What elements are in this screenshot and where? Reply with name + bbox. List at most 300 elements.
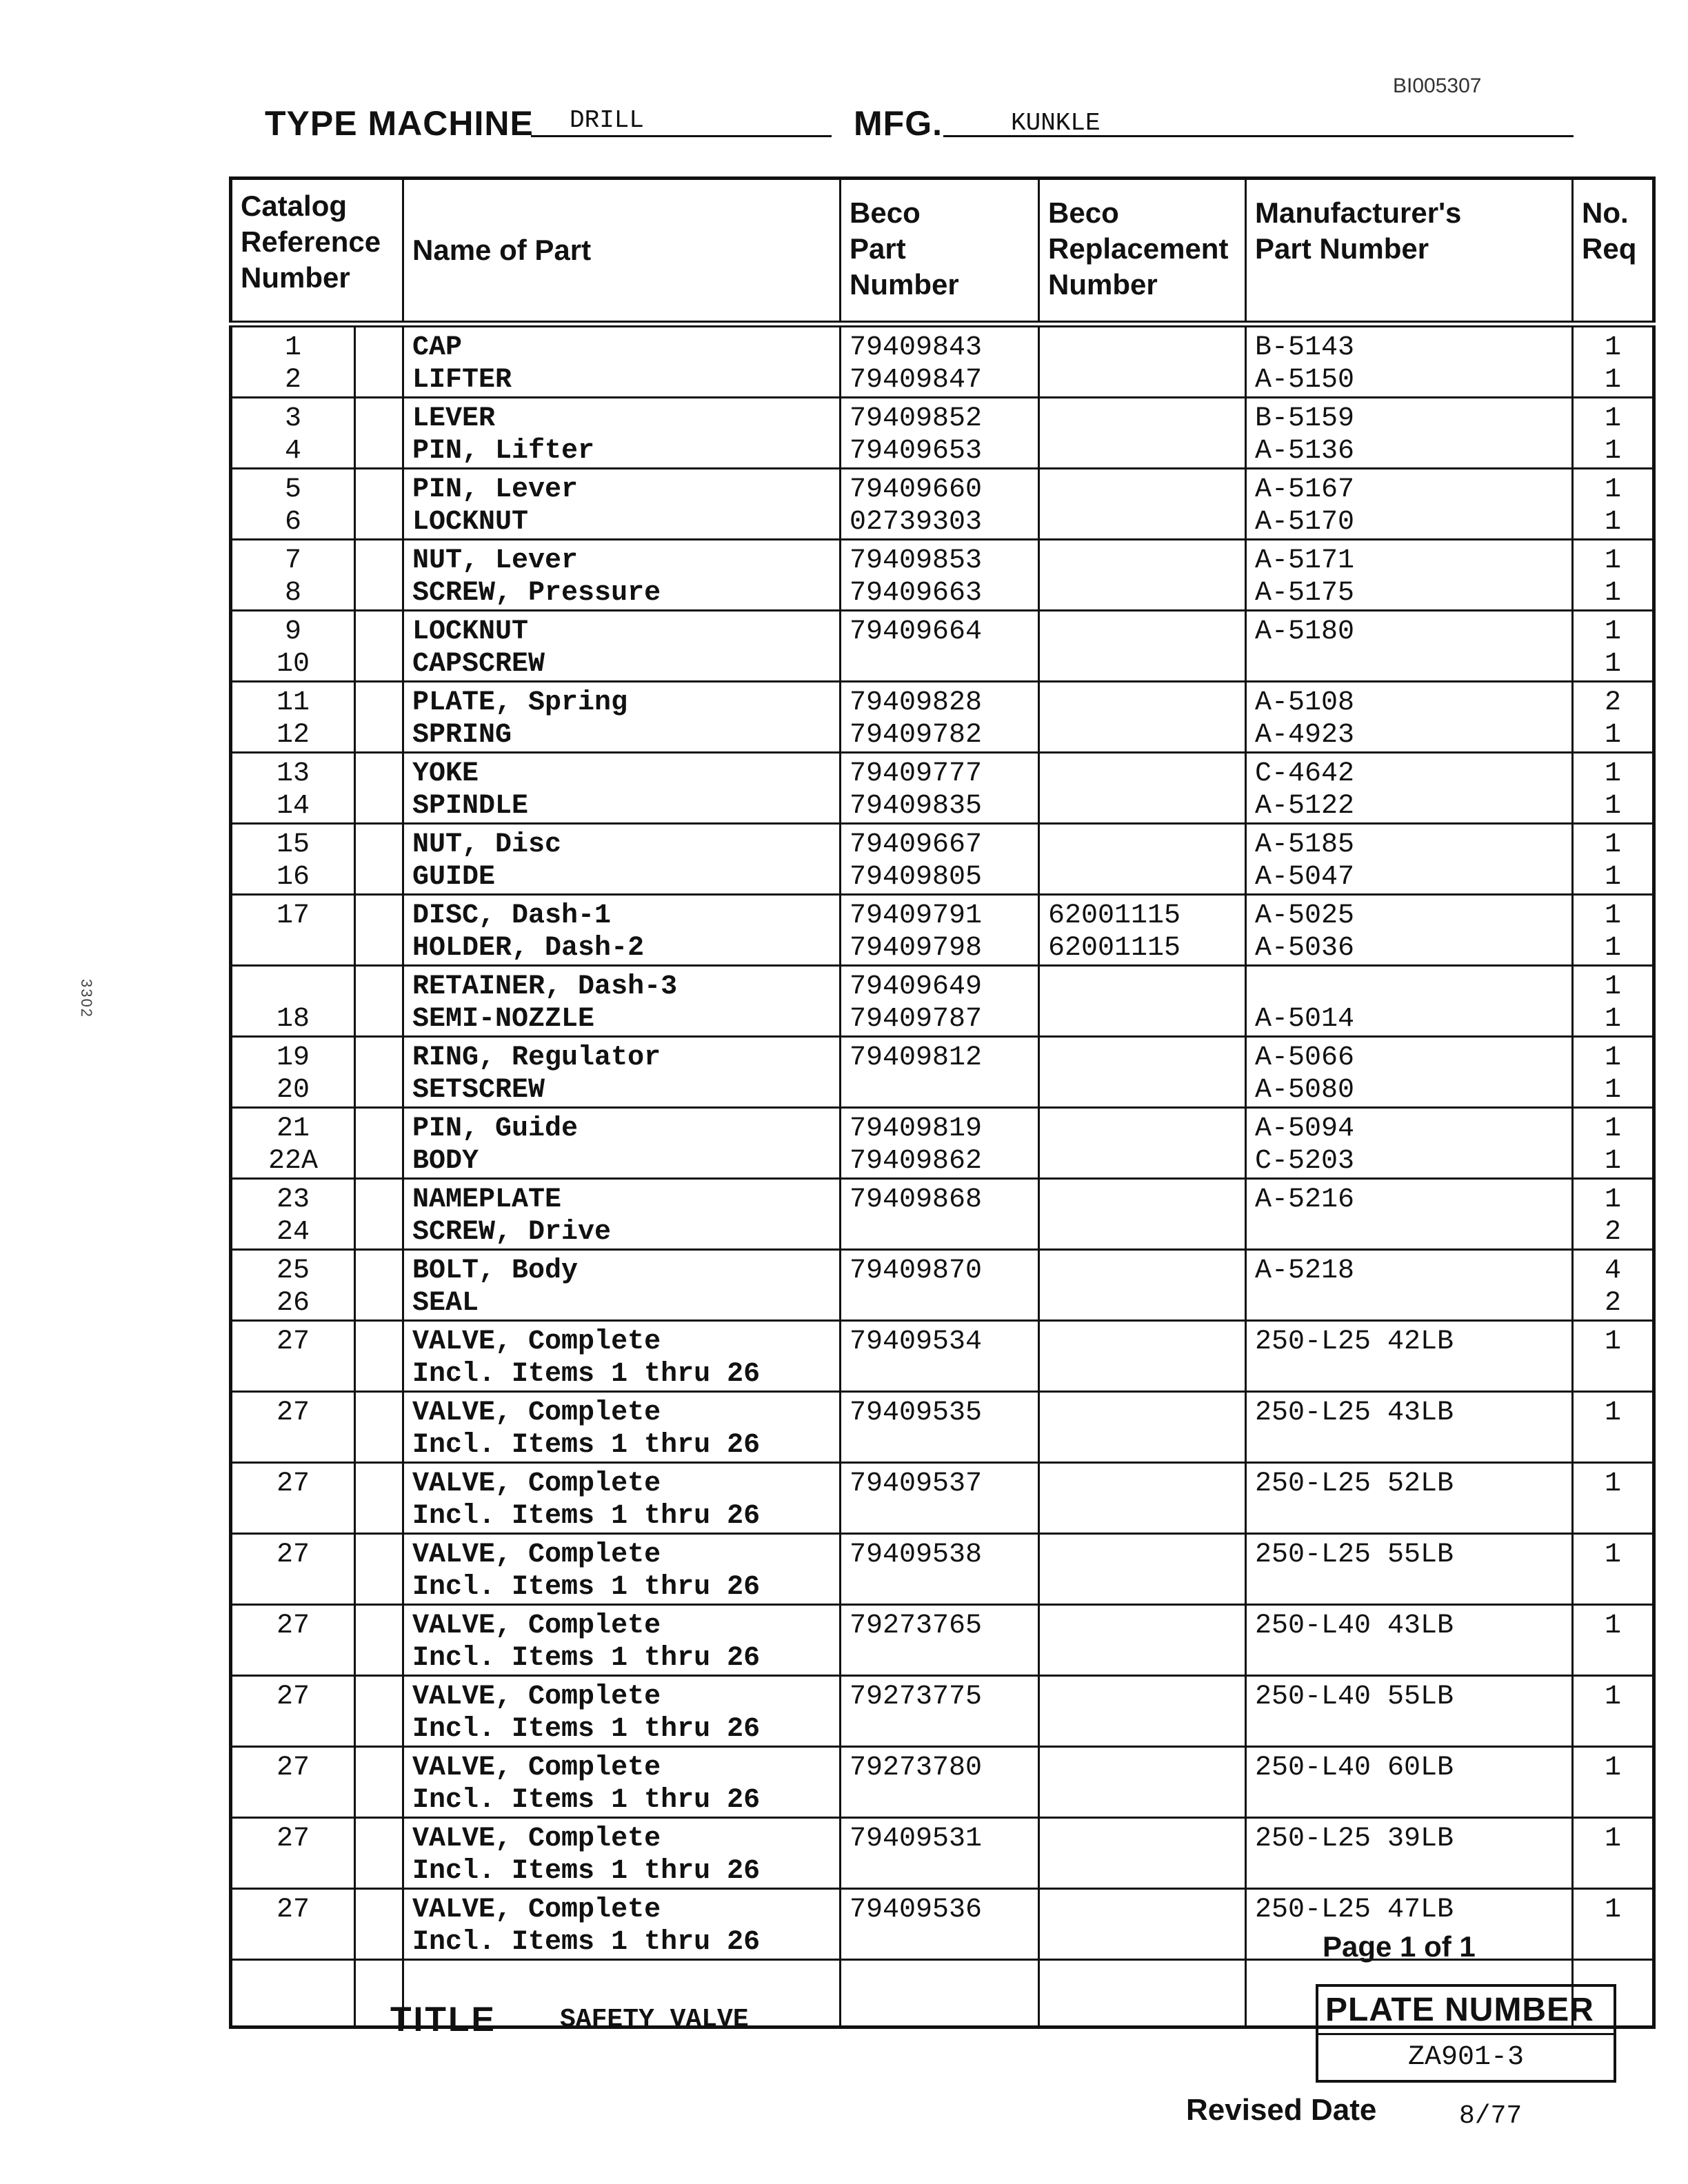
beco-part-number: 79409812 [850, 1042, 983, 1073]
beco-part-number [850, 1855, 1029, 1888]
table-row [231, 324, 1654, 398]
quantity-required: 1 [1605, 1752, 1622, 1783]
quantity-required: 1 [1605, 1539, 1622, 1570]
part-name: RETAINER, Dash-3 [412, 971, 678, 1002]
beco-part-number: 79273765 [850, 1610, 983, 1641]
col-header-name-of-part: Name of Part [403, 179, 841, 325]
ref-number: 27 [276, 1326, 310, 1357]
beco-part-number-cell [841, 1889, 1039, 1960]
ref-number-cell [231, 1534, 355, 1605]
parts-table-body [231, 324, 1654, 2028]
ref-number-cell [231, 1179, 355, 1250]
quantity-required-cell [1573, 1534, 1654, 1605]
quantity-required: 1 [1605, 971, 1622, 1002]
replacement-number [1048, 1042, 1236, 1074]
ref-spacer-cell [355, 895, 403, 966]
manufacturer-part-number-cell [1246, 398, 1573, 469]
manufacturer-part-number: A-5047 [1255, 862, 1355, 893]
manufacturer-part-number-cell [1246, 540, 1573, 611]
col-header-catalog-reference: Catalog Reference Number [231, 179, 403, 325]
beco-part-number-cell [841, 611, 1039, 682]
beco-part-number: 79409798 [850, 933, 983, 964]
manufacturer-part-number: A-4923 [1255, 720, 1355, 751]
quantity-required-cell [1573, 1321, 1654, 1392]
quantity-required: 2 [1605, 1217, 1622, 1248]
beco-part-number-cell [841, 1463, 1039, 1534]
beco-part-number-cell [841, 1037, 1039, 1108]
quantity-required: 1 [1605, 900, 1622, 931]
replacement-number [1048, 971, 1236, 1003]
manufacturer-part-number-cell [1246, 824, 1573, 895]
replacement-number [1048, 1713, 1236, 1746]
ref-number [241, 932, 345, 964]
replacement-number-cell [1039, 824, 1246, 895]
replacement-number [1048, 1926, 1236, 1959]
mfg-value: KUNKLE [1011, 109, 1101, 137]
ref-number [241, 1713, 345, 1746]
beco-part-number: 79409531 [850, 1823, 983, 1854]
manufacturer-part-number-cell [1246, 1037, 1573, 1108]
quantity-required [1582, 1358, 1644, 1391]
manufacturer-part-number [1255, 1287, 1563, 1320]
quantity-required-cell [1573, 1818, 1654, 1889]
part-name-cell [403, 398, 841, 469]
document-id: BI005307 [1393, 74, 1482, 97]
ref-number [241, 1855, 345, 1888]
part-name: Incl. Items 1 thru 26 [412, 1430, 761, 1461]
ref-number [241, 1571, 345, 1604]
table-row [231, 469, 1654, 540]
replacement-number [1048, 648, 1236, 680]
ref-number: 12 [276, 720, 310, 751]
beco-part-number: 79409868 [850, 1184, 983, 1215]
table-row [231, 1321, 1654, 1392]
part-name-cell [403, 682, 841, 753]
replacement-number [1048, 1539, 1236, 1571]
part-name: HOLDER, Dash-2 [412, 933, 645, 964]
replacement-number-cell [1039, 753, 1246, 824]
part-name-cell [403, 1392, 841, 1463]
quantity-required: 2 [1605, 687, 1622, 718]
manufacturer-part-number: 250-L25 55LB [1255, 1539, 1454, 1570]
beco-part-number: 79273780 [850, 1752, 983, 1783]
ref-number-cell [231, 1889, 355, 1960]
beco-part-number: 79409664 [850, 616, 983, 647]
part-name: RING, Regulator [412, 1042, 661, 1073]
quantity-required-cell [1573, 1037, 1654, 1108]
quantity-required: 1 [1605, 791, 1622, 822]
ref-number: 3 [284, 403, 301, 434]
beco-part-number: 79409828 [850, 687, 983, 718]
ref-number-cell [231, 1108, 355, 1179]
table-row [231, 966, 1654, 1037]
part-name: NUT, Disc [412, 829, 562, 860]
quantity-required: 1 [1605, 403, 1622, 434]
manufacturer-part-number: A-5180 [1255, 616, 1355, 647]
part-name: Incl. Items 1 thru 26 [412, 1643, 761, 1674]
quantity-required: 1 [1605, 1610, 1622, 1641]
part-name-cell [403, 824, 841, 895]
quantity-required [1582, 1855, 1644, 1888]
beco-part-number: 79409847 [850, 365, 983, 396]
replacement-number-cell [1039, 469, 1246, 540]
empty-cell [1039, 1960, 1246, 2028]
table-row [231, 1179, 1654, 1250]
manufacturer-part-number-cell [1246, 1108, 1573, 1179]
quantity-required: 1 [1605, 1681, 1622, 1712]
quantity-required: 1 [1605, 1146, 1622, 1177]
quantity-required-cell [1573, 1605, 1654, 1676]
ref-number: 25 [276, 1255, 310, 1286]
replacement-number [1048, 1784, 1236, 1817]
beco-part-number [850, 1500, 1029, 1533]
replacement-number [1048, 1326, 1236, 1358]
manufacturer-part-number-cell [1246, 1392, 1573, 1463]
ref-number: 27 [276, 1397, 310, 1428]
beco-part-number [850, 1571, 1029, 1604]
quantity-required: 1 [1605, 1823, 1622, 1854]
empty-cell [231, 1960, 355, 2028]
beco-part-number: 79273775 [850, 1681, 983, 1712]
manufacturer-part-number: A-5036 [1255, 933, 1355, 964]
quantity-required-cell [1573, 1108, 1654, 1179]
ref-number: 15 [276, 829, 310, 860]
manufacturer-part-number: A-5216 [1255, 1184, 1355, 1215]
manufacturer-part-number: A-5122 [1255, 791, 1355, 822]
ref-number-cell [231, 1392, 355, 1463]
part-name: VALVE, Complete [412, 1894, 661, 1925]
manufacturer-part-number-cell [1246, 1321, 1573, 1392]
quantity-required: 1 [1605, 1468, 1622, 1499]
table-row [231, 1037, 1654, 1108]
ref-number: 6 [284, 507, 301, 538]
col-header-manufacturer-part-number: Manufacturer's Part Number [1246, 179, 1573, 325]
ref-number-cell [231, 1676, 355, 1747]
manufacturer-part-number-cell [1246, 1818, 1573, 1889]
table-row [231, 895, 1654, 966]
manufacturer-part-number: A-5094 [1255, 1113, 1355, 1144]
side-margin-mark: 3302 [78, 979, 95, 1018]
type-machine-value: DRILL [570, 106, 645, 134]
table-row [231, 682, 1654, 753]
manufacturer-part-number-cell [1246, 1747, 1573, 1818]
replacement-number [1048, 790, 1236, 822]
quantity-required: 1 [1605, 507, 1622, 538]
replacement-number [1048, 1823, 1236, 1855]
part-name: Incl. Items 1 thru 26 [412, 1359, 761, 1390]
part-name-cell [403, 1108, 841, 1179]
beco-part-number-cell [841, 1747, 1039, 1818]
replacement-number-cell [1039, 1605, 1246, 1676]
ref-number: 1 [284, 332, 301, 363]
replacement-number-cell [1039, 966, 1246, 1037]
part-name: NUT, Lever [412, 545, 579, 576]
beco-part-number: 79409777 [850, 758, 983, 789]
plate-number-box [1316, 1984, 1616, 2083]
ref-number: 8 [284, 578, 301, 609]
replacement-number [1048, 364, 1236, 396]
beco-part-number [850, 1642, 1029, 1675]
type-machine-label: TYPE MACHINE [265, 104, 534, 143]
beco-part-number-cell [841, 1392, 1039, 1463]
part-name: VALVE, Complete [412, 1468, 661, 1499]
ref-number: 24 [276, 1217, 310, 1248]
ref-spacer-cell [355, 540, 403, 611]
beco-part-number: 79409660 [850, 474, 983, 505]
beco-part-number: 79409534 [850, 1326, 983, 1357]
quantity-required-cell [1573, 1889, 1654, 1960]
manufacturer-part-number: A-5150 [1255, 365, 1355, 396]
part-name: PLATE, Spring [412, 687, 628, 718]
manufacturer-part-number-cell [1246, 682, 1573, 753]
ref-number: 27 [276, 1539, 310, 1570]
part-name: Incl. Items 1 thru 26 [412, 1572, 761, 1603]
quantity-required-cell [1573, 469, 1654, 540]
replacement-number [1048, 545, 1236, 577]
manufacturer-part-number: 250-L25 42LB [1255, 1326, 1454, 1357]
manufacturer-part-number-cell [1246, 1605, 1573, 1676]
quantity-required [1582, 1429, 1644, 1462]
beco-part-number [850, 1784, 1029, 1817]
manufacturer-part-number [1255, 971, 1563, 1003]
manufacturer-part-number: 250-L25 39LB [1255, 1823, 1454, 1854]
ref-number: 22A [268, 1146, 318, 1177]
part-name: VALVE, Complete [412, 1326, 661, 1357]
ref-number: 27 [276, 1823, 310, 1854]
quantity-required [1582, 1642, 1644, 1675]
replacement-number [1048, 719, 1236, 751]
part-name: LEVER [412, 403, 496, 434]
part-name: LOCKNUT [412, 616, 529, 647]
manufacturer-part-number-cell [1246, 1463, 1573, 1534]
quantity-required: 1 [1605, 365, 1622, 396]
part-name: BODY [412, 1146, 479, 1177]
replacement-number-cell [1039, 611, 1246, 682]
beco-part-number: 79409853 [850, 545, 983, 576]
quantity-required-cell [1573, 540, 1654, 611]
ref-number: 7 [284, 545, 301, 576]
replacement-number [1048, 1642, 1236, 1675]
ref-number-cell [231, 540, 355, 611]
ref-number: 18 [276, 1004, 310, 1035]
ref-number: 16 [276, 862, 310, 893]
part-name: LOCKNUT [412, 507, 529, 538]
manufacturer-part-number: 250-L25 43LB [1255, 1397, 1454, 1428]
part-name: VALVE, Complete [412, 1752, 661, 1783]
col-header-number-required: No. Req [1573, 179, 1654, 325]
quantity-required-cell [1573, 1463, 1654, 1534]
manufacturer-part-number: A-5175 [1255, 578, 1355, 609]
ref-number: 5 [284, 474, 301, 505]
manufacturer-part-number [1255, 1713, 1563, 1746]
replacement-number [1048, 435, 1236, 467]
replacement-number [1048, 1003, 1236, 1035]
part-name: VALVE, Complete [412, 1539, 661, 1570]
ref-number-cell [231, 1250, 355, 1321]
manufacturer-part-number: C-4642 [1255, 758, 1355, 789]
replacement-number-cell [1039, 1534, 1246, 1605]
title-label: TITLE [390, 2000, 496, 2039]
ref-number-cell [231, 824, 355, 895]
manufacturer-part-number: 250-L25 47LB [1255, 1894, 1454, 1925]
quantity-required: 1 [1605, 862, 1622, 893]
table-row [231, 1108, 1654, 1179]
replacement-number [1048, 1397, 1236, 1429]
part-name-cell [403, 540, 841, 611]
beco-part-number: 79409819 [850, 1113, 983, 1144]
quantity-required-cell [1573, 1179, 1654, 1250]
col-header-beco-replacement-number: Beco Replacement Number [1039, 179, 1246, 325]
replacement-number-cell [1039, 1889, 1246, 1960]
manufacturer-part-number [1255, 1784, 1563, 1817]
quantity-required [1582, 1713, 1644, 1746]
manufacturer-part-number: C-5203 [1255, 1146, 1355, 1177]
manufacturer-part-number [1255, 1500, 1563, 1533]
revised-date-value: 8/77 [1459, 2101, 1523, 2131]
quantity-required: 1 [1605, 829, 1622, 860]
ref-number-cell [231, 1463, 355, 1534]
beco-part-number-cell [841, 1605, 1039, 1676]
quantity-required: 1 [1605, 474, 1622, 505]
replacement-number [1048, 758, 1236, 790]
quantity-required-cell [1573, 824, 1654, 895]
replacement-number [1048, 1468, 1236, 1500]
quantity-required [1582, 1784, 1644, 1817]
manufacturer-part-number-cell [1246, 1534, 1573, 1605]
beco-part-number: 79409791 [850, 900, 983, 931]
table-row [231, 611, 1654, 682]
beco-part-number: 79409787 [850, 1004, 983, 1035]
part-name-cell [403, 1250, 841, 1321]
part-name: SETSCREW [412, 1075, 545, 1106]
beco-part-number-cell [841, 1534, 1039, 1605]
ref-spacer-cell [355, 1250, 403, 1321]
ref-spacer-cell [355, 469, 403, 540]
manufacturer-part-number-cell [1246, 1676, 1573, 1747]
replacement-number-cell [1039, 1108, 1246, 1179]
beco-part-number-cell [841, 1250, 1039, 1321]
ref-number: 13 [276, 758, 310, 789]
manufacturer-part-number: A-5170 [1255, 507, 1355, 538]
beco-part-number-cell [841, 895, 1039, 966]
manufacturer-part-number: A-5218 [1255, 1255, 1355, 1286]
ref-number-cell [231, 895, 355, 966]
beco-part-number: 79409538 [850, 1539, 983, 1570]
part-name-cell [403, 1463, 841, 1534]
ref-number [241, 1784, 345, 1817]
replacement-number-cell [1039, 1818, 1246, 1889]
part-name: DISC, Dash-1 [412, 900, 612, 931]
manufacturer-part-number: 250-L40 55LB [1255, 1681, 1454, 1712]
replacement-number [1048, 1429, 1236, 1462]
part-name-cell [403, 1179, 841, 1250]
replacement-number [1048, 1752, 1236, 1784]
manufacturer-part-number: A-5014 [1255, 1004, 1355, 1035]
beco-part-number: 79409535 [850, 1397, 983, 1428]
beco-part-number [850, 648, 1029, 680]
ref-number: 23 [276, 1184, 310, 1215]
manufacturer-part-number: A-5025 [1255, 900, 1355, 931]
ref-number: 27 [276, 1752, 310, 1783]
quantity-required-cell [1573, 1676, 1654, 1747]
part-name-cell [403, 895, 841, 966]
part-name: NAMEPLATE [412, 1184, 562, 1215]
beco-part-number [850, 1713, 1029, 1746]
replacement-number-cell [1039, 540, 1246, 611]
quantity-required: 1 [1605, 1004, 1622, 1035]
ref-number: 9 [284, 616, 301, 647]
manufacturer-part-number: B-5159 [1255, 403, 1355, 434]
empty-cell [841, 1960, 1039, 2028]
replacement-number-cell [1039, 1321, 1246, 1392]
beco-part-number-cell [841, 540, 1039, 611]
beco-part-number-cell [841, 753, 1039, 824]
quantity-required: 1 [1605, 933, 1622, 964]
ref-spacer-cell [355, 1179, 403, 1250]
replacement-number [1048, 1074, 1236, 1106]
replacement-number [1048, 861, 1236, 893]
beco-part-number: 79409667 [850, 829, 983, 860]
part-name-cell [403, 1676, 841, 1747]
replacement-number [1048, 1610, 1236, 1642]
table-row [231, 753, 1654, 824]
beco-part-number: 79409649 [850, 971, 983, 1002]
manufacturer-part-number-cell [1246, 753, 1573, 824]
replacement-number [1048, 1500, 1236, 1533]
replacement-number [1048, 1216, 1236, 1248]
replacement-number [1048, 1571, 1236, 1604]
replacement-number [1048, 1894, 1236, 1926]
ref-number-cell [231, 1037, 355, 1108]
ref-spacer-cell [355, 611, 403, 682]
part-name: SPRING [412, 720, 512, 751]
manufacturer-part-number [1255, 1216, 1563, 1248]
manufacturer-part-number: 250-L40 60LB [1255, 1752, 1454, 1783]
replacement-number [1048, 1113, 1236, 1145]
manufacturer-part-number: A-5185 [1255, 829, 1355, 860]
replacement-number [1048, 1287, 1236, 1320]
beco-part-number: 79409805 [850, 862, 983, 893]
part-name-cell [403, 324, 841, 398]
manufacturer-part-number-cell [1246, 324, 1573, 398]
ref-number: 27 [276, 1610, 310, 1641]
ref-number-cell [231, 324, 355, 398]
ref-spacer-cell [355, 1534, 403, 1605]
quantity-required-cell [1573, 324, 1654, 398]
table-row [231, 1747, 1654, 1818]
beco-part-number: 79409537 [850, 1468, 983, 1499]
part-name: VALVE, Complete [412, 1823, 661, 1854]
replacement-number [1048, 1255, 1236, 1287]
beco-part-number-cell [841, 1321, 1039, 1392]
replacement-number-cell [1039, 1392, 1246, 1463]
part-name: PIN, Lever [412, 474, 579, 505]
replacement-number: 62001115 [1048, 933, 1181, 964]
beco-part-number: 79409843 [850, 332, 983, 363]
ref-number-cell [231, 469, 355, 540]
ref-spacer-cell [355, 398, 403, 469]
replacement-number-cell [1039, 398, 1246, 469]
beco-part-number-cell [841, 682, 1039, 753]
replacement-number-cell [1039, 1676, 1246, 1747]
beco-part-number-cell [841, 966, 1039, 1037]
beco-part-number-cell [841, 1676, 1039, 1747]
beco-part-number-cell [841, 398, 1039, 469]
quantity-required-cell [1573, 895, 1654, 966]
part-name: SCREW, Pressure [412, 578, 661, 609]
ref-spacer-cell [355, 1818, 403, 1889]
part-name-cell [403, 753, 841, 824]
